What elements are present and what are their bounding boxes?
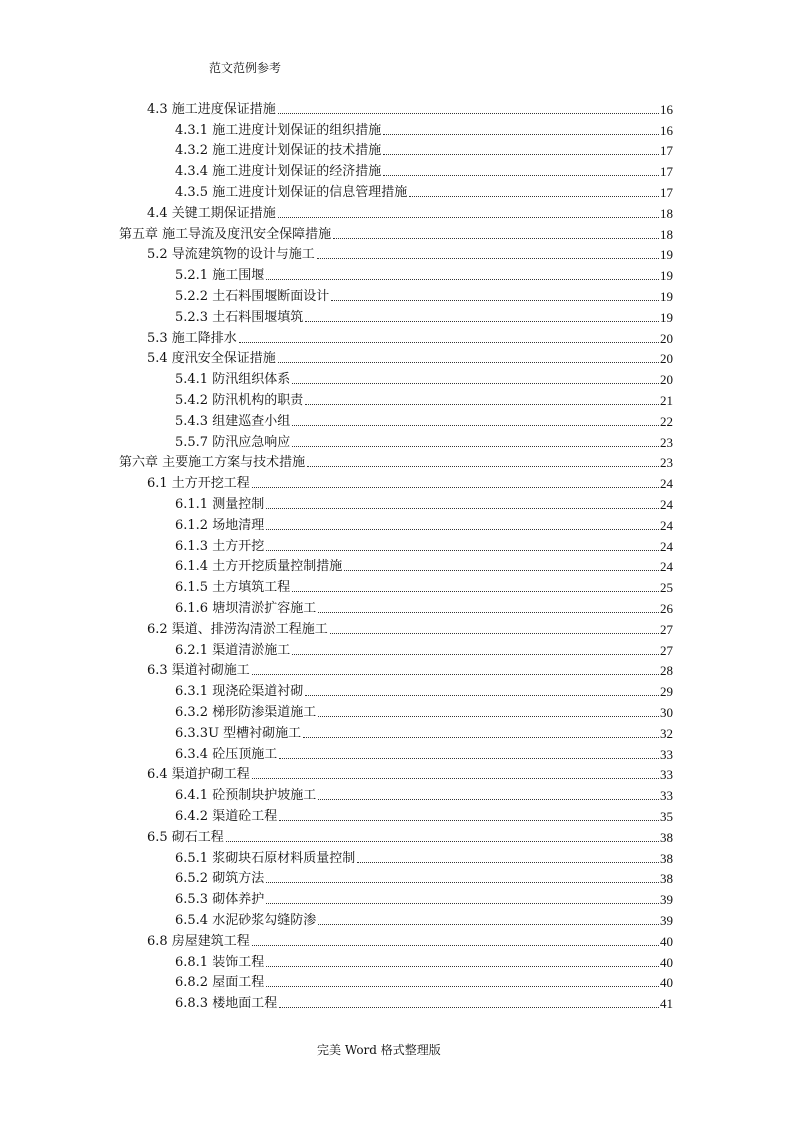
toc-entry[interactable] bbox=[175, 991, 673, 1012]
toc-entry-page-number: 40 bbox=[660, 933, 673, 949]
toc-dot-leader bbox=[317, 258, 659, 259]
toc-entry[interactable] bbox=[147, 347, 673, 368]
toc-entry-page-number: 33 bbox=[660, 746, 673, 762]
toc-entry[interactable] bbox=[175, 867, 673, 888]
toc-dot-leader bbox=[266, 986, 659, 987]
toc-entry-title: 4.3.1 施工进度计划保证的组织措施 bbox=[175, 122, 382, 138]
toc-dot-leader bbox=[252, 487, 659, 488]
toc-dot-leader bbox=[239, 342, 659, 343]
toc-entry[interactable] bbox=[175, 721, 673, 742]
toc-entry-page-number: 24 bbox=[660, 476, 673, 492]
toc-entry-title: 6.2.1 渠道清淤施工 bbox=[175, 642, 291, 658]
toc-entry-page-number: 22 bbox=[660, 413, 673, 429]
toc-entry-page-number: 40 bbox=[660, 975, 673, 991]
toc-entry-page-number: 39 bbox=[660, 892, 673, 908]
toc-entry[interactable] bbox=[175, 555, 673, 576]
toc-dot-leader bbox=[307, 466, 659, 467]
toc-entry-title: 6.8.3 楼地面工程 bbox=[175, 996, 278, 1012]
toc-dot-leader bbox=[357, 862, 659, 863]
toc-entry-title: 5.4.1 防汛组织体系 bbox=[175, 372, 291, 388]
toc-entry[interactable] bbox=[175, 638, 673, 659]
toc-entry-page-number: 18 bbox=[660, 205, 673, 221]
toc-entry-title: 4.3.2 施工进度计划保证的技术措施 bbox=[175, 143, 382, 159]
toc-entry-title: 5.2 导流建筑物的设计与施工 bbox=[147, 247, 315, 263]
toc-entry[interactable] bbox=[175, 492, 673, 513]
toc-dot-leader bbox=[266, 279, 659, 280]
toc-entry-title: 6.1.4 土方开挖质量控制措施 bbox=[175, 559, 343, 575]
toc-entry[interactable] bbox=[147, 929, 673, 950]
toc-entry-title: 6.4 渠道护砌工程 bbox=[147, 767, 250, 783]
toc-entry-page-number: 35 bbox=[660, 808, 673, 824]
toc-entry-title: 6.5 砌石工程 bbox=[147, 829, 224, 845]
toc-entry-page-number: 32 bbox=[660, 725, 673, 741]
toc-entry-page-number: 16 bbox=[660, 101, 673, 117]
toc-dot-leader bbox=[331, 300, 659, 301]
toc-entry-page-number: 17 bbox=[660, 143, 673, 159]
toc-entry[interactable] bbox=[175, 887, 673, 908]
toc-entry-page-number: 30 bbox=[660, 704, 673, 720]
toc-entry[interactable] bbox=[175, 513, 673, 534]
toc-entry[interactable] bbox=[147, 243, 673, 264]
toc-dot-leader bbox=[278, 113, 659, 114]
toc-entry[interactable] bbox=[175, 263, 673, 284]
toc-entry-title: 5.5.7 防汛应急响应 bbox=[175, 434, 291, 450]
toc-entry-title: 5.4 度汛安全保证措施 bbox=[147, 351, 276, 367]
toc-entry-title: 4.3.4 施工进度计划保证的经济措施 bbox=[175, 164, 382, 180]
toc-entry[interactable] bbox=[175, 804, 673, 825]
toc-entry-title: 6.4.2 渠道砼工程 bbox=[175, 808, 278, 824]
toc-dot-leader bbox=[318, 716, 659, 717]
toc-entry-title: 5.2.2 土石料围堰断面设计 bbox=[175, 288, 330, 304]
toc-entry-title: 6.3.4 砼压顶施工 bbox=[175, 746, 278, 762]
page-footer: 完美 Word 格式整理版 bbox=[317, 1043, 441, 1057]
toc-entry-title: 6.5.3 砌体养护 bbox=[175, 892, 265, 908]
toc-entry[interactable] bbox=[175, 679, 673, 700]
toc-entry-page-number: 23 bbox=[660, 434, 673, 450]
toc-entry-page-number: 33 bbox=[660, 767, 673, 783]
toc-entry-title: 6.1.5 土方填筑工程 bbox=[175, 580, 291, 596]
toc-entry-page-number: 17 bbox=[660, 164, 673, 180]
toc-dot-leader bbox=[266, 508, 659, 509]
toc-dot-leader bbox=[303, 737, 659, 738]
toc-dot-leader bbox=[292, 425, 659, 426]
toc-entry[interactable] bbox=[175, 305, 673, 326]
toc-entry-page-number: 23 bbox=[660, 455, 673, 471]
toc-entry[interactable] bbox=[119, 451, 673, 472]
toc-entry-page-number: 17 bbox=[660, 184, 673, 200]
toc-entry-page-number: 19 bbox=[660, 268, 673, 284]
toc-entry[interactable] bbox=[175, 783, 673, 804]
toc-entry-title: 6.1.2 场地清理 bbox=[175, 517, 265, 533]
toc-dot-leader bbox=[252, 945, 659, 946]
toc-dot-leader bbox=[409, 196, 659, 197]
toc-entry-page-number: 18 bbox=[660, 226, 673, 242]
toc-dot-leader bbox=[292, 591, 659, 592]
toc-dot-leader bbox=[305, 321, 659, 322]
toc-entry-page-number: 33 bbox=[660, 788, 673, 804]
toc-dot-leader bbox=[292, 446, 659, 447]
toc-entry-page-number: 24 bbox=[660, 538, 673, 554]
toc-entry[interactable] bbox=[119, 222, 673, 243]
toc-entry[interactable] bbox=[175, 180, 673, 201]
toc-dot-leader bbox=[266, 529, 659, 530]
toc-dot-leader bbox=[318, 799, 659, 800]
toc-dot-leader bbox=[266, 882, 659, 883]
toc-entry-title: 6.3.1 现浇砼渠道衬砌 bbox=[175, 684, 304, 700]
toc-entry[interactable] bbox=[175, 409, 673, 430]
toc-entry-page-number: 27 bbox=[660, 621, 673, 637]
toc-entry-page-number: 25 bbox=[660, 580, 673, 596]
toc-entry[interactable] bbox=[175, 971, 673, 992]
toc-entry-page-number: 19 bbox=[660, 288, 673, 304]
toc-dot-leader bbox=[383, 154, 659, 155]
toc-entry-page-number: 20 bbox=[660, 330, 673, 346]
toc-entry[interactable] bbox=[175, 284, 673, 305]
toc-entry[interactable] bbox=[147, 763, 673, 784]
toc-entry[interactable] bbox=[175, 700, 673, 721]
toc-entry-title: 6.5.1 浆砌块石原材料质量控制 bbox=[175, 850, 356, 866]
toc-entry-title: 6.1.6 塘坝清淤扩容施工 bbox=[175, 600, 317, 616]
toc-entry[interactable] bbox=[175, 159, 673, 180]
toc-entry-title: 6.4.1 砼预制块护坡施工 bbox=[175, 788, 317, 804]
toc-entry-page-number: 41 bbox=[660, 996, 673, 1012]
toc-entry-title: 6.8.2 屋面工程 bbox=[175, 975, 265, 991]
toc-entry-page-number: 24 bbox=[660, 517, 673, 533]
toc-entry-title: 6.1.1 测量控制 bbox=[175, 496, 265, 512]
toc-entry[interactable] bbox=[147, 659, 673, 680]
toc-entry[interactable] bbox=[147, 97, 673, 118]
toc-dot-leader bbox=[292, 383, 659, 384]
toc-entry[interactable] bbox=[175, 596, 673, 617]
toc-entry-title: 6.3 渠道衬砌施工 bbox=[147, 663, 250, 679]
toc-entry[interactable] bbox=[175, 534, 673, 555]
toc-entry-title: 6.3.3U 型槽衬砌施工 bbox=[175, 725, 302, 741]
toc-entry-title: 4.3.5 施工进度计划保证的信息管理措施 bbox=[175, 184, 408, 200]
toc-entry-page-number: 24 bbox=[660, 496, 673, 512]
toc-entry[interactable] bbox=[175, 118, 673, 139]
toc-dot-leader bbox=[292, 654, 659, 655]
toc-entry-title: 6.5.4 水泥砂浆勾缝防渗 bbox=[175, 912, 317, 928]
toc-entry-page-number: 40 bbox=[660, 954, 673, 970]
toc-dot-leader bbox=[279, 820, 659, 821]
toc-entry[interactable] bbox=[147, 201, 673, 222]
toc-entry-title: 6.8.1 装饰工程 bbox=[175, 954, 265, 970]
toc-entry[interactable] bbox=[175, 139, 673, 160]
toc-entry-title: 6.1.3 土方开挖 bbox=[175, 538, 265, 554]
toc-entry[interactable] bbox=[175, 742, 673, 763]
toc-entry-page-number: 16 bbox=[660, 122, 673, 138]
toc-entry[interactable] bbox=[175, 367, 673, 388]
toc-entry[interactable] bbox=[175, 575, 673, 596]
toc-dot-leader bbox=[266, 966, 659, 967]
toc-entry-page-number: 38 bbox=[660, 871, 673, 887]
toc-entry-page-number: 20 bbox=[660, 351, 673, 367]
toc-entry-title: 5.4.2 防汛机构的职责 bbox=[175, 392, 304, 408]
toc-entry-title: 第六章 主要施工方案与技术措施 bbox=[119, 455, 306, 471]
toc-entry-page-number: 24 bbox=[660, 559, 673, 575]
toc-entry-title: 5.2.1 施工围堰 bbox=[175, 268, 265, 284]
toc-entry[interactable] bbox=[147, 617, 673, 638]
toc-dot-leader bbox=[226, 841, 659, 842]
toc-entry-title: 第五章 施工导流及度汛安全保障措施 bbox=[119, 226, 332, 242]
toc-entry[interactable] bbox=[147, 825, 673, 846]
toc-entry[interactable] bbox=[175, 430, 673, 451]
toc-entry-title: 5.2.3 土石料围堰填筑 bbox=[175, 309, 304, 325]
toc-entry-title: 5.3 施工降排水 bbox=[147, 330, 237, 346]
toc-entry-title: 4.3 施工进度保证措施 bbox=[147, 101, 276, 117]
toc-dot-leader bbox=[383, 134, 659, 135]
toc-dot-leader bbox=[279, 758, 659, 759]
toc-entry-title: 6.2 渠道、排涝沟清淤工程施工 bbox=[147, 621, 328, 637]
toc-dot-leader bbox=[266, 903, 659, 904]
toc-entry[interactable] bbox=[175, 950, 673, 971]
toc-entry-title: 6.3.2 梯形防渗渠道施工 bbox=[175, 704, 317, 720]
toc-entry-page-number: 27 bbox=[660, 642, 673, 658]
toc-entry-page-number: 38 bbox=[660, 829, 673, 845]
toc-dot-leader bbox=[318, 924, 659, 925]
toc-entry[interactable] bbox=[175, 388, 673, 409]
toc-dot-leader bbox=[278, 362, 659, 363]
toc-entry-title: 6.5.2 砌筑方法 bbox=[175, 871, 265, 887]
toc-dot-leader bbox=[318, 612, 659, 613]
toc-entry-title: 6.8 房屋建筑工程 bbox=[147, 933, 250, 949]
toc-dot-leader bbox=[330, 633, 659, 634]
toc-entry-page-number: 19 bbox=[660, 309, 673, 325]
toc-entry[interactable] bbox=[147, 326, 673, 347]
toc-entry-page-number: 39 bbox=[660, 912, 673, 928]
toc-entry-title: 5.4.3 组建巡查小组 bbox=[175, 413, 291, 429]
toc-entry-page-number: 20 bbox=[660, 372, 673, 388]
toc-dot-leader bbox=[383, 175, 659, 176]
toc-entry-page-number: 26 bbox=[660, 600, 673, 616]
toc-entry-page-number: 19 bbox=[660, 247, 673, 263]
toc-entry-page-number: 21 bbox=[660, 392, 673, 408]
toc-entry-title: 4.4 关键工期保证措施 bbox=[147, 205, 276, 221]
toc-entry-title: 6.1 土方开挖工程 bbox=[147, 476, 250, 492]
toc-dot-leader bbox=[266, 550, 659, 551]
toc-entry-page-number: 28 bbox=[660, 663, 673, 679]
toc-dot-leader bbox=[333, 238, 659, 239]
toc-entry[interactable] bbox=[175, 908, 673, 929]
toc-dot-leader bbox=[305, 695, 659, 696]
toc-dot-leader bbox=[252, 674, 659, 675]
toc-dot-leader bbox=[278, 217, 659, 218]
toc-entry[interactable] bbox=[175, 846, 673, 867]
toc-entry-page-number: 29 bbox=[660, 684, 673, 700]
toc-entry[interactable] bbox=[147, 471, 673, 492]
toc-dot-leader bbox=[252, 778, 659, 779]
page-header: 范文范例参考 bbox=[209, 61, 282, 75]
toc-dot-leader bbox=[305, 404, 659, 405]
toc-entry-page-number: 38 bbox=[660, 850, 673, 866]
toc-dot-leader bbox=[279, 1007, 659, 1008]
toc-dot-leader bbox=[344, 570, 659, 571]
